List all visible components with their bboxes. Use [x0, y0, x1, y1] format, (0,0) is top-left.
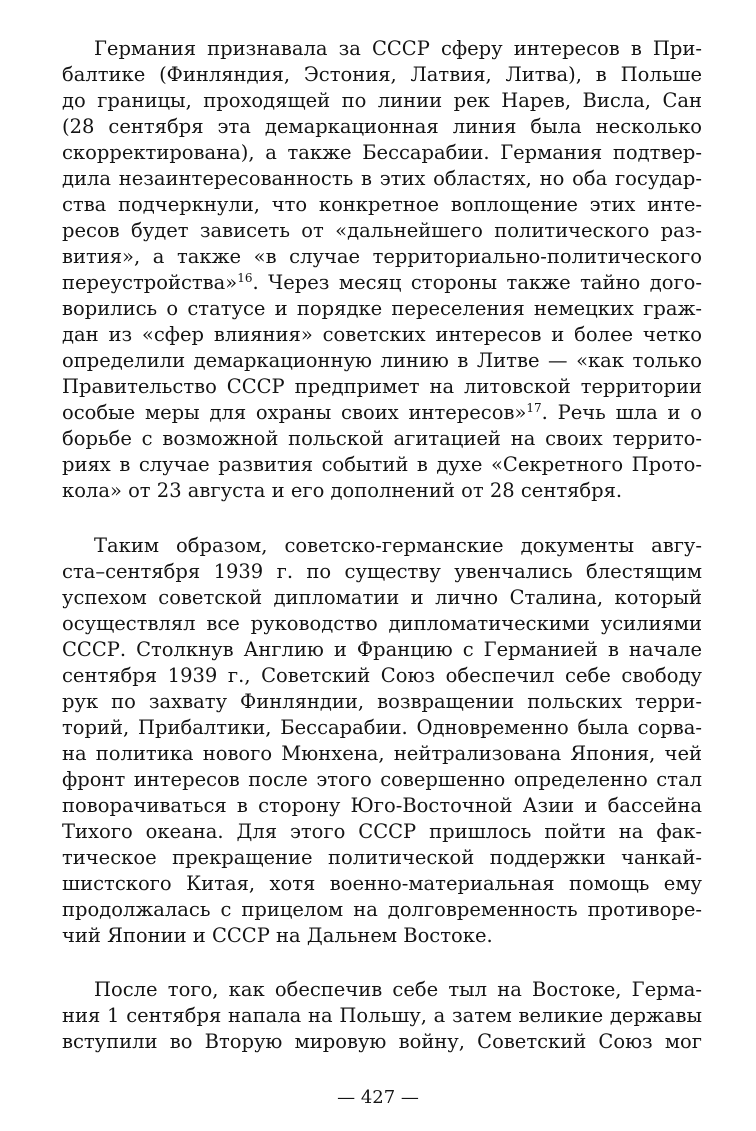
paragraph-2 — [62, 533, 702, 949]
text-line: торий, Прибалтики, Бессарабии. Одновременно была сорва- — [62, 716, 702, 739]
text-line: тическое прекращение политической поддержки чанкай- — [62, 846, 702, 869]
paragraph-1 — [62, 36, 702, 504]
text-segment: . Речь шла и о — [541, 401, 702, 424]
text-segment: . Через месяц стороны также тайно дого- — [252, 271, 702, 294]
text-line: на политика нового Мюнхена, нейтрализована Япония, чей — [62, 742, 702, 765]
text-line: Таким образом, советско-германские документы авгу- — [94, 534, 702, 557]
footnote-reference: 16 — [237, 271, 253, 285]
text-segment: переустройства» — [62, 271, 238, 294]
text-line: борьбе с возможной польской агитацией на своих террито- — [62, 427, 702, 450]
footnote-reference: 17 — [526, 401, 542, 415]
text-line: определили демаркационную линию в Литве — «как только — [62, 349, 702, 372]
text-line-with-footnote — [62, 400, 702, 426]
text-line: ста–сентября 1939 г. по существу увенчались блестящим — [62, 560, 702, 583]
text-line: балтике (Финляндия, Эстония, Латвия, Литва), в Польше — [62, 63, 702, 86]
text-line: сентября 1939 г., Советский Союз обеспечил себе свободу — [62, 664, 702, 687]
text-line: Тихого океана. Для этого СССР пришлось пойти на фак- — [62, 820, 702, 843]
text-line: успехом советской дипломатии и лично Сталина, который — [62, 586, 702, 609]
text-line: (28 сентября эта демаркационная линия была несколько — [62, 115, 702, 138]
text-line: кола» от 23 августа и его дополнений от 28 сентября. — [62, 479, 623, 502]
text-line: риях в случае развития событий в духе «Секретного Прото- — [62, 453, 702, 476]
text-line: поворачиваться в сторону Юго-Восточной Азии и бассейна — [62, 794, 702, 817]
text-line: вития», а также «в случае территориально-политического — [62, 245, 702, 268]
text-line: шистского Китая, хотя военно-материальная помощь ему — [62, 872, 702, 895]
page-number: — 427 — — [337, 1087, 419, 1108]
text-line: рук по захвату Финляндии, возвращении польских терри- — [62, 690, 702, 713]
text-line: ния 1 сентября напала на Польшу, а затем великие державы — [62, 1004, 702, 1027]
text-line: осуществлял все руководство дипломатическими усилиями — [62, 612, 702, 635]
text-line: ворились о статусе и порядке переселения немецких граж- — [62, 297, 702, 320]
text-line: Германия признавала за СССР сферу интересов в При- — [94, 37, 702, 60]
text-line: ства подчеркнули, что конкретное воплощение этих инте- — [62, 193, 702, 216]
text-line: до границы, проходящей по линии рек Нарев, Висла, Сан — [62, 89, 702, 112]
text-line: вступили во Вторую мировую войну, Советский Союз мог — [62, 1030, 702, 1053]
text-line: скорректирована), а также Бессарабии. Германия подтвер- — [62, 141, 702, 164]
text-line: дила незаинтересованность в этих областях, но оба государ- — [62, 167, 702, 190]
text-line: После того, как обеспечив себе тыл на Востоке, Герма- — [94, 978, 702, 1001]
text-line: дан из «сфер влияния» советских интересов и более четко — [62, 323, 702, 346]
text-line: ресов будет зависеть от «дальнейшего политического раз- — [62, 219, 702, 242]
text-segment: особые меры для охраны своих интересов» — [62, 401, 527, 424]
text-line: Правительство СССР предпримет на литовской территории — [62, 375, 702, 398]
text-line: продолжалась с прицелом на долговременность противоре- — [62, 898, 702, 921]
paragraph-3 — [62, 977, 702, 1055]
text-line-with-footnote — [62, 270, 702, 296]
text-line: чий Японии и СССР на Дальнем Востоке. — [62, 924, 493, 947]
text-line: СССР. Столкнув Англию и Францию с Германией в начале — [62, 638, 702, 661]
text-line: фронт интересов после этого совершенно определенно стал — [62, 768, 702, 791]
